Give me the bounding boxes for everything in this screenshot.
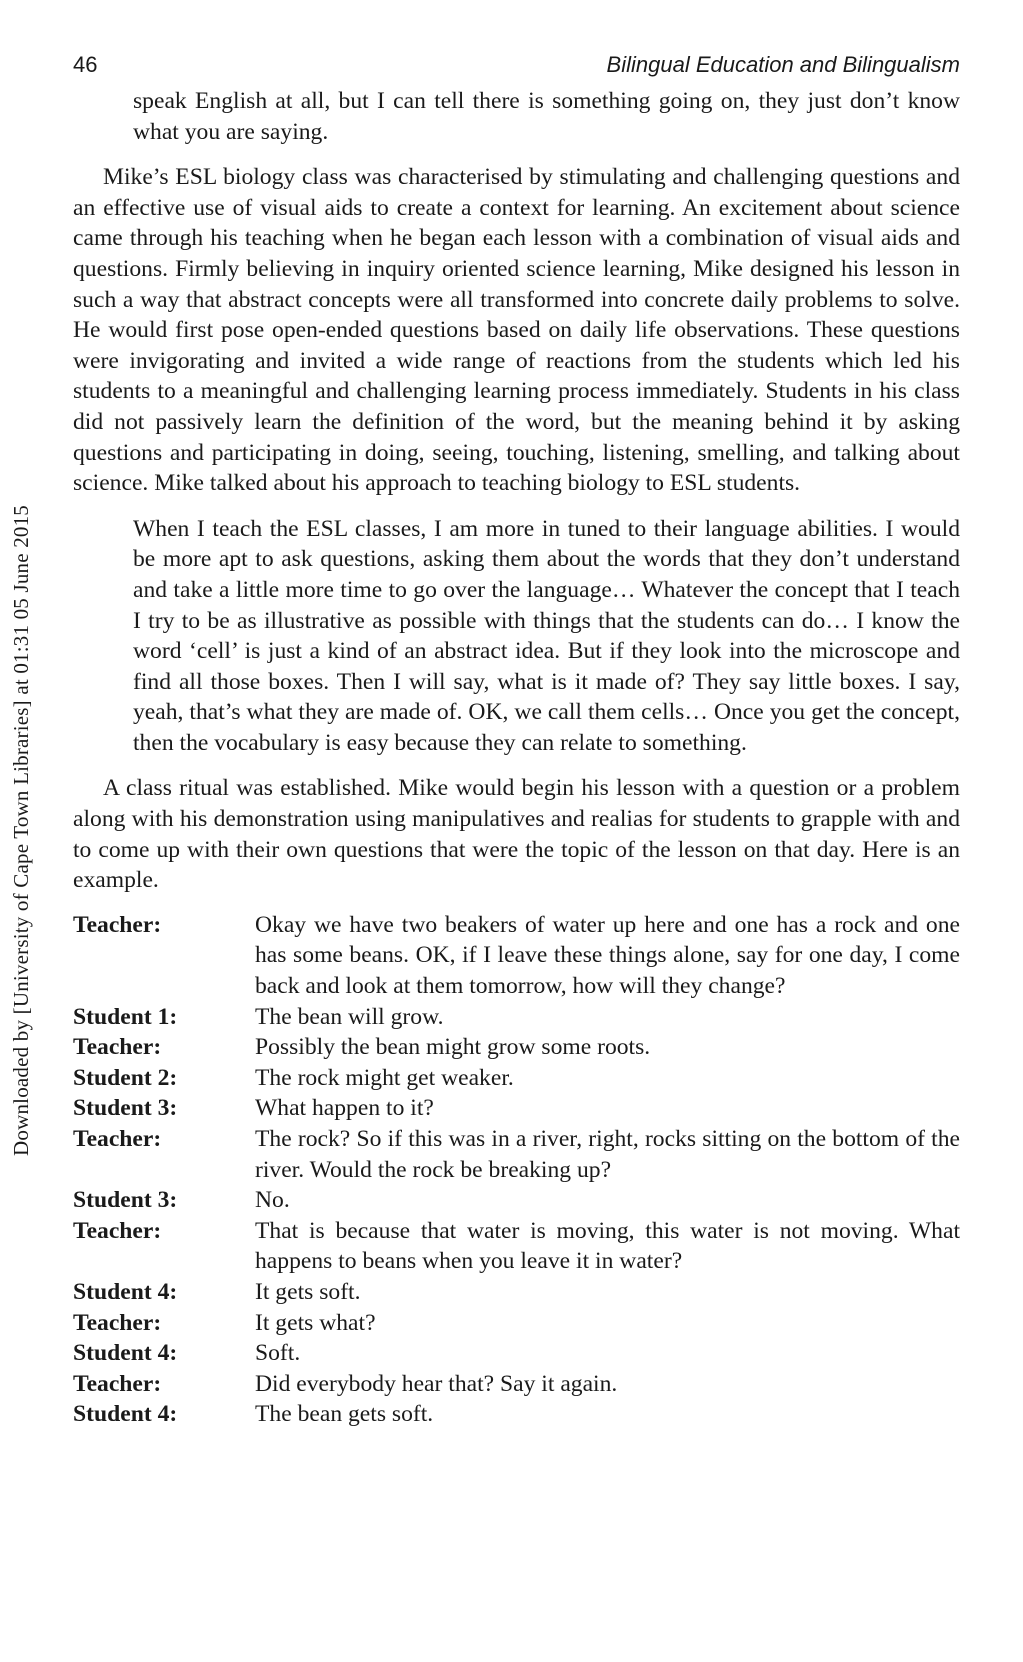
dialogue-line: The bean gets soft. [255, 1401, 434, 1428]
dialogue-line: It gets soft. [255, 1278, 361, 1305]
speaker-label: Student 4: [73, 1340, 178, 1367]
dialogue-line: Possibly the bean might grow some roots. [255, 1034, 651, 1061]
dialogue-row [73, 1124, 960, 1185]
dialogue-line: Did everybody hear that? Say it again. [255, 1370, 618, 1397]
dialogue-row [73, 1093, 960, 1124]
speaker-label: Student 1: [73, 1003, 178, 1030]
body-paragraph-1: Mike’s ESL biology class was characterised by stimulating and challenging questions and an effective use of visual aids to create a context for learning. An excitement about science came through his teaching when he began each lesson with a combination of visual aids and questions. Firmly believing in inquiry oriented science learning, Mike designed his lesson in such a way that abstract concepts were all transformed into concrete daily problems to solve. He would first pose open-ended questions based on daily life observations. These questions were invigorating and invited a wide range of reactions from the students which led his students to a meaningful and challenging learning process immediately. Students in his class did not passively learn the definition of the word, but the meaning behind it by asking questions and participating in doing, seeing, touching, listening, smelling, and talking about science. Mike talked about his approach to teaching biology to ESL students. [73, 164, 960, 497]
dialogue-row [73, 1308, 960, 1339]
dialogue-line: It gets what? [255, 1309, 376, 1336]
dialogue-row [73, 1185, 960, 1216]
dialogue-row [73, 910, 960, 1002]
block-quote-2: When I teach the ESL classes, I am more in tuned to their language abilities. I would be more apt to ask questions, asking them about the words that they don’t understand and take a little more time to go over the language… Whatever the concept that I teach I try to be as illustrative as possible with things that the students can do… I know the word ‘cell’ is just a kind of an abstract idea. But if they look into the microscope and find all those boxes. Then I will say, what is it made of? They say little boxes. I say, yeah, that’s what they are made of. OK, we call them cells… Once you get the concept, then the vocabulary is easy because they can relate to something. [133, 515, 960, 756]
speaker-label: Teacher: [73, 1309, 162, 1336]
download-watermark [6, 180, 36, 1480]
speaker-label: Teacher: [73, 1034, 162, 1061]
download-watermark-text: Downloaded by [University of Cape Town Libraries] at 01:31 05 June 2015 [8, 504, 33, 1156]
dialogue-line: What happen to it? [255, 1095, 434, 1122]
speaker-label: Student 4: [73, 1401, 178, 1428]
page [73, 52, 960, 1430]
dialogue-row [73, 1399, 960, 1430]
speaker-label: Student 2: [73, 1064, 178, 1091]
dialogue-line: That is because that water is moving, this water is not moving. What happens to beans when you leave it in water? [255, 1217, 960, 1275]
speaker-label: Student 3: [73, 1187, 178, 1214]
dialogue-row [73, 1369, 960, 1400]
speaker-label: Student 4: [73, 1278, 178, 1305]
dialogue-line: Soft. [255, 1340, 301, 1367]
page-number: 46 [73, 52, 98, 77]
dialogue-row [73, 1216, 960, 1277]
dialogue-line: The bean will grow. [255, 1003, 444, 1030]
dialogue-row [73, 1032, 960, 1063]
running-title: Bilingual Education and Bilingualism [606, 52, 960, 77]
dialogue-row [73, 1277, 960, 1308]
body-text [73, 86, 960, 1430]
running-header [73, 52, 960, 86]
dialogue-line: Okay we have two beakers of water up here and one has a rock and one has some beans. OK, if I leave these things alone, say for one day, I come back and look at them tomorrow, how will they change? [255, 911, 960, 1000]
classroom-dialogue [73, 910, 960, 1430]
speaker-label: Teacher: [73, 1370, 162, 1397]
dialogue-line: The rock might get weaker. [255, 1064, 514, 1091]
block-quote-continuation: speak English at all, but I can tell there is something going on, they just don’t know what you are saying. [133, 88, 960, 145]
dialogue-row [73, 1063, 960, 1094]
body-paragraph-2: A class ritual was established. Mike would begin his lesson with a question or a problem along with his demonstration using manipulatives and realias for students to grapple with and to come up with their own questions that were the topic of the lesson on that day. Here is an example. [73, 775, 960, 894]
speaker-label: Teacher: [73, 1126, 162, 1152]
speaker-label: Student 3: [73, 1095, 178, 1122]
speaker-label: Teacher: [73, 911, 162, 938]
dialogue-line: No. [255, 1187, 290, 1214]
dialogue-row [73, 1002, 960, 1033]
speaker-label: Teacher: [73, 1217, 162, 1244]
dialogue-row [73, 1338, 960, 1369]
dialogue-line: The rock? So if this was in a river, right, rocks sitting on the bottom of the river. Would the rock be breaking up? [255, 1126, 960, 1183]
